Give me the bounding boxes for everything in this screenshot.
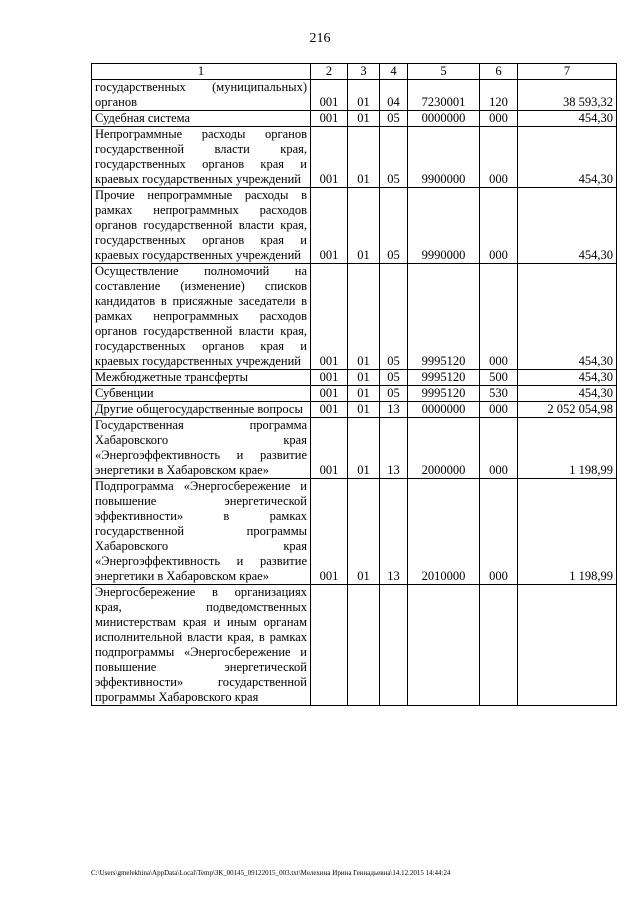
target-article-cell: 9995120: [408, 370, 480, 386]
target-article-cell: 2000000: [408, 418, 480, 479]
row-name-cell: Энергосбережение в организациях края, подведомственных министерствам края и иным органам исполнительной власти края, в рамках подпрограммы «Энергосбережение и повышение энергетической эффективности» государственной программы Хабаровского края: [92, 585, 311, 706]
subsection2-cell: 05: [380, 127, 408, 188]
target-article-cell: 0000000: [408, 111, 480, 127]
subsection2-cell: 05: [380, 188, 408, 264]
amount-cell: 38 593,32: [518, 80, 617, 111]
table-row: [92, 402, 617, 418]
subsection2-cell: 13: [380, 418, 408, 479]
section-cell: 001: [311, 479, 348, 585]
section-cell: 001: [311, 111, 348, 127]
section-cell: 001: [311, 370, 348, 386]
subsection-cell: 01: [348, 418, 380, 479]
subsection-cell: 01: [348, 80, 380, 111]
expense-type-cell: 530: [480, 386, 518, 402]
subsection2-cell: 05: [380, 370, 408, 386]
subsection-cell: 01: [348, 386, 380, 402]
table-row: [92, 370, 617, 386]
header-cell: 4: [380, 64, 408, 80]
subsection-cell: 01: [348, 111, 380, 127]
subsection-cell: 01: [348, 127, 380, 188]
subsection-cell: 01: [348, 479, 380, 585]
header-cell: 1: [92, 64, 311, 80]
row-name-cell: Осуществление полномочий на составление (изменение) списков кандидатов в присяжные заседатели в рамках непрограммных расходов органов государственной власти края, государственных органов края и краевых государственных учреждений: [92, 264, 311, 370]
target-article-cell: 9990000: [408, 188, 480, 264]
file-path-footer: C:\Users\gmelekhina\AppData\Local\Temp\ЗК_00145_09122015_003.txt\Мелехина Ирина Геннадьевна\14.12.2015 14:44:24: [91, 869, 451, 877]
section-cell: 001: [311, 127, 348, 188]
table-row: [92, 264, 617, 370]
section-cell: 001: [311, 418, 348, 479]
target-article-cell: 9995120: [408, 264, 480, 370]
target-article-cell: 7230001: [408, 80, 480, 111]
table-row: [92, 386, 617, 402]
subsection2-cell: [380, 585, 408, 706]
subsection2-cell: 13: [380, 479, 408, 585]
budget-table: [91, 63, 617, 706]
row-name-cell: Межбюджетные трансферты: [92, 370, 311, 386]
amount-cell: 1 198,99: [518, 418, 617, 479]
table-row: [92, 111, 617, 127]
subsection2-cell: 05: [380, 386, 408, 402]
subsection-cell: 01: [348, 370, 380, 386]
row-name-cell: Прочие непрограммные расходы в рамках непрограммных расходов органов государственной власти края, государственных органов края и краевых государственных учреждений: [92, 188, 311, 264]
section-cell: 001: [311, 386, 348, 402]
target-article-cell: [408, 585, 480, 706]
expense-type-cell: 000: [480, 479, 518, 585]
header-cell: 5: [408, 64, 480, 80]
expense-type-cell: 000: [480, 264, 518, 370]
subsection2-cell: 04: [380, 80, 408, 111]
amount-cell: 454,30: [518, 127, 617, 188]
amount-cell: 454,30: [518, 264, 617, 370]
table-row: [92, 479, 617, 585]
expense-type-cell: 000: [480, 127, 518, 188]
section-cell: 001: [311, 80, 348, 111]
expense-type-cell: 500: [480, 370, 518, 386]
page-number: 216: [309, 31, 331, 46]
header-cell: 2: [311, 64, 348, 80]
target-article-cell: 2010000: [408, 479, 480, 585]
expense-type-cell: 120: [480, 80, 518, 111]
table-row: [92, 418, 617, 479]
section-cell: [311, 585, 348, 706]
section-cell: 001: [311, 188, 348, 264]
amount-cell: 1 198,99: [518, 479, 617, 585]
amount-cell: 454,30: [518, 188, 617, 264]
header-cell: 6: [480, 64, 518, 80]
row-name-cell: Другие общегосударственные вопросы: [92, 402, 311, 418]
row-name-cell: Подпрограмма «Энергосбережение и повышение энергетической эффективности» в рамках государственной программы Хабаровского края «Энергоэффективность и развитие энергетики в Хабаровском крае»: [92, 479, 311, 585]
expense-type-cell: 000: [480, 418, 518, 479]
section-cell: 001: [311, 264, 348, 370]
row-name-cell: государственных (муниципальных) органов: [92, 80, 311, 111]
expense-type-cell: 000: [480, 188, 518, 264]
expense-type-cell: [480, 585, 518, 706]
subsection-cell: 01: [348, 264, 380, 370]
amount-cell: [518, 585, 617, 706]
table-row: [92, 188, 617, 264]
amount-cell: 454,30: [518, 111, 617, 127]
table-row: [92, 127, 617, 188]
subsection-cell: [348, 585, 380, 706]
target-article-cell: 9995120: [408, 386, 480, 402]
table-row: [92, 80, 617, 111]
subsection-cell: 01: [348, 188, 380, 264]
row-name-cell: Непрограммные расходы органов государственной власти края, государственных органов края и краевых государственных учреждений: [92, 127, 311, 188]
table-row: [92, 585, 617, 706]
amount-cell: 454,30: [518, 370, 617, 386]
expense-type-cell: 000: [480, 111, 518, 127]
subsection-cell: 01: [348, 402, 380, 418]
header-cell: 7: [518, 64, 617, 80]
amount-cell: 2 052 054,98: [518, 402, 617, 418]
row-name-cell: Субвенции: [92, 386, 311, 402]
amount-cell: 454,30: [518, 386, 617, 402]
expense-type-cell: 000: [480, 402, 518, 418]
subsection2-cell: 05: [380, 111, 408, 127]
subsection2-cell: 05: [380, 264, 408, 370]
header-cell: 3: [348, 64, 380, 80]
target-article-cell: 0000000: [408, 402, 480, 418]
section-cell: 001: [311, 402, 348, 418]
row-name-cell: Государственная программа Хабаровского края «Энергоэффективность и развитие энергетики в Хабаровском крае»: [92, 418, 311, 479]
row-name-cell: Судебная система: [92, 111, 311, 127]
table-header-row: [92, 64, 617, 80]
subsection2-cell: 13: [380, 402, 408, 418]
target-article-cell: 9900000: [408, 127, 480, 188]
